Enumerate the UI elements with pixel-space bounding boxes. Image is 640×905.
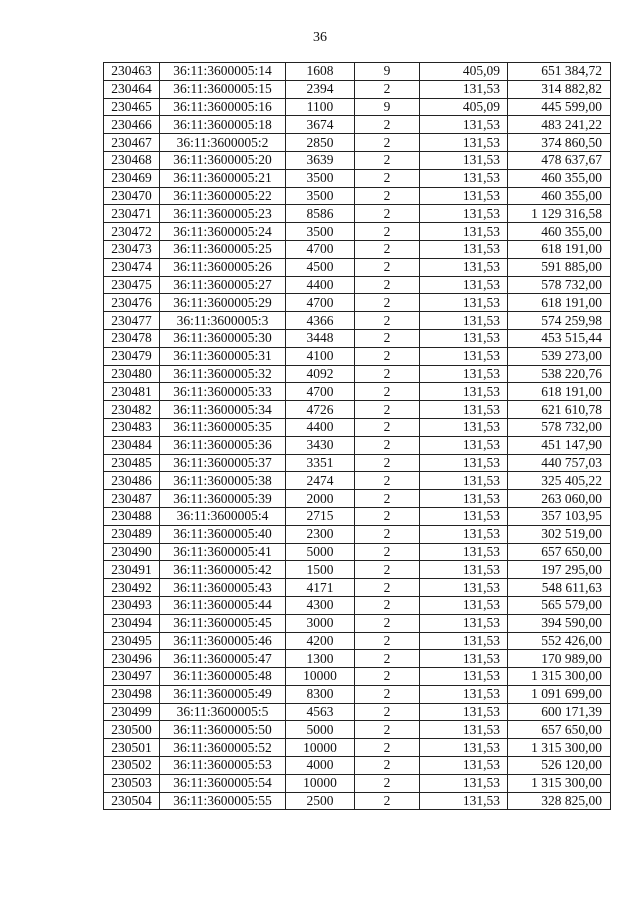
record-number-cell: 230473 bbox=[104, 240, 160, 258]
cadastral-number-cell: 36:11:3600005:55 bbox=[160, 792, 286, 810]
cadastral-number-cell: 36:11:3600005:24 bbox=[160, 223, 286, 241]
area-cell: 4100 bbox=[286, 347, 355, 365]
area-cell: 2300 bbox=[286, 525, 355, 543]
category-cell: 2 bbox=[355, 312, 420, 330]
record-number-cell: 230504 bbox=[104, 792, 160, 810]
land-parcel-table-container bbox=[103, 62, 611, 810]
record-number-cell: 230501 bbox=[104, 739, 160, 757]
area-cell: 5000 bbox=[286, 543, 355, 561]
table-row bbox=[104, 472, 611, 490]
rate-cell: 131,53 bbox=[420, 80, 508, 98]
table-row bbox=[104, 187, 611, 205]
value-cell: 328 825,00 bbox=[508, 792, 611, 810]
cadastral-number-cell: 36:11:3600005:4 bbox=[160, 507, 286, 525]
value-cell: 600 171,39 bbox=[508, 703, 611, 721]
table-row bbox=[104, 614, 611, 632]
value-cell: 591 885,00 bbox=[508, 258, 611, 276]
area-cell: 4400 bbox=[286, 276, 355, 294]
category-cell: 2 bbox=[355, 365, 420, 383]
record-number-cell: 230488 bbox=[104, 507, 160, 525]
rate-cell: 131,53 bbox=[420, 650, 508, 668]
table-row bbox=[104, 579, 611, 597]
table-row bbox=[104, 383, 611, 401]
table-row bbox=[104, 650, 611, 668]
category-cell: 2 bbox=[355, 294, 420, 312]
value-cell: 451 147,90 bbox=[508, 436, 611, 454]
record-number-cell: 230464 bbox=[104, 80, 160, 98]
rate-cell: 131,53 bbox=[420, 205, 508, 223]
area-cell: 4700 bbox=[286, 383, 355, 401]
area-cell: 3430 bbox=[286, 436, 355, 454]
rate-cell: 131,53 bbox=[420, 383, 508, 401]
table-row bbox=[104, 151, 611, 169]
rate-cell: 131,53 bbox=[420, 579, 508, 597]
cadastral-number-cell: 36:11:3600005:44 bbox=[160, 596, 286, 614]
rate-cell: 131,53 bbox=[420, 490, 508, 508]
cadastral-number-cell: 36:11:3600005:2 bbox=[160, 134, 286, 152]
value-cell: 618 191,00 bbox=[508, 294, 611, 312]
rate-cell: 131,53 bbox=[420, 543, 508, 561]
area-cell: 2850 bbox=[286, 134, 355, 152]
area-cell: 3674 bbox=[286, 116, 355, 134]
rate-cell: 131,53 bbox=[420, 739, 508, 757]
value-cell: 478 637,67 bbox=[508, 151, 611, 169]
record-number-cell: 230503 bbox=[104, 774, 160, 792]
record-number-cell: 230478 bbox=[104, 329, 160, 347]
table-row bbox=[104, 401, 611, 419]
record-number-cell: 230502 bbox=[104, 757, 160, 775]
value-cell: 1 091 699,00 bbox=[508, 685, 611, 703]
record-number-cell: 230490 bbox=[104, 543, 160, 561]
cadastral-number-cell: 36:11:3600005:35 bbox=[160, 418, 286, 436]
category-cell: 2 bbox=[355, 596, 420, 614]
area-cell: 1100 bbox=[286, 98, 355, 116]
category-cell: 2 bbox=[355, 258, 420, 276]
category-cell: 2 bbox=[355, 436, 420, 454]
cadastral-number-cell: 36:11:3600005:14 bbox=[160, 63, 286, 81]
table-body bbox=[104, 63, 611, 810]
category-cell: 2 bbox=[355, 543, 420, 561]
cadastral-number-cell: 36:11:3600005:39 bbox=[160, 490, 286, 508]
table-row bbox=[104, 134, 611, 152]
category-cell: 2 bbox=[355, 757, 420, 775]
category-cell: 2 bbox=[355, 134, 420, 152]
record-number-cell: 230487 bbox=[104, 490, 160, 508]
rate-cell: 131,53 bbox=[420, 525, 508, 543]
table-row bbox=[104, 63, 611, 81]
record-number-cell: 230481 bbox=[104, 383, 160, 401]
rate-cell: 131,53 bbox=[420, 258, 508, 276]
cadastral-number-cell: 36:11:3600005:15 bbox=[160, 80, 286, 98]
value-cell: 618 191,00 bbox=[508, 383, 611, 401]
area-cell: 10000 bbox=[286, 739, 355, 757]
category-cell: 2 bbox=[355, 80, 420, 98]
rate-cell: 131,53 bbox=[420, 276, 508, 294]
table-row bbox=[104, 80, 611, 98]
rate-cell: 131,53 bbox=[420, 223, 508, 241]
area-cell: 2715 bbox=[286, 507, 355, 525]
value-cell: 453 515,44 bbox=[508, 329, 611, 347]
cadastral-number-cell: 36:11:3600005:42 bbox=[160, 561, 286, 579]
rate-cell: 131,53 bbox=[420, 401, 508, 419]
record-number-cell: 230463 bbox=[104, 63, 160, 81]
record-number-cell: 230474 bbox=[104, 258, 160, 276]
area-cell: 3351 bbox=[286, 454, 355, 472]
category-cell: 2 bbox=[355, 401, 420, 419]
category-cell: 2 bbox=[355, 774, 420, 792]
cadastral-number-cell: 36:11:3600005:3 bbox=[160, 312, 286, 330]
value-cell: 460 355,00 bbox=[508, 169, 611, 187]
cadastral-number-cell: 36:11:3600005:43 bbox=[160, 579, 286, 597]
table-row bbox=[104, 490, 611, 508]
table-row bbox=[104, 365, 611, 383]
value-cell: 618 191,00 bbox=[508, 240, 611, 258]
cadastral-number-cell: 36:11:3600005:38 bbox=[160, 472, 286, 490]
area-cell: 3000 bbox=[286, 614, 355, 632]
cadastral-number-cell: 36:11:3600005:20 bbox=[160, 151, 286, 169]
category-cell: 2 bbox=[355, 739, 420, 757]
area-cell: 8300 bbox=[286, 685, 355, 703]
land-parcel-table bbox=[103, 62, 611, 810]
value-cell: 574 259,98 bbox=[508, 312, 611, 330]
category-cell: 2 bbox=[355, 223, 420, 241]
category-cell: 2 bbox=[355, 490, 420, 508]
table-row bbox=[104, 632, 611, 650]
table-row bbox=[104, 543, 611, 561]
record-number-cell: 230483 bbox=[104, 418, 160, 436]
area-cell: 5000 bbox=[286, 721, 355, 739]
rate-cell: 405,09 bbox=[420, 98, 508, 116]
category-cell: 2 bbox=[355, 614, 420, 632]
record-number-cell: 230470 bbox=[104, 187, 160, 205]
table-row bbox=[104, 329, 611, 347]
area-cell: 2500 bbox=[286, 792, 355, 810]
cadastral-number-cell: 36:11:3600005:27 bbox=[160, 276, 286, 294]
value-cell: 565 579,00 bbox=[508, 596, 611, 614]
cadastral-number-cell: 36:11:3600005:46 bbox=[160, 632, 286, 650]
record-number-cell: 230475 bbox=[104, 276, 160, 294]
area-cell: 3500 bbox=[286, 187, 355, 205]
category-cell: 2 bbox=[355, 383, 420, 401]
record-number-cell: 230480 bbox=[104, 365, 160, 383]
record-number-cell: 230491 bbox=[104, 561, 160, 579]
value-cell: 578 732,00 bbox=[508, 276, 611, 294]
page-number: 36 bbox=[313, 30, 327, 45]
table-row bbox=[104, 721, 611, 739]
area-cell: 3500 bbox=[286, 169, 355, 187]
area-cell: 10000 bbox=[286, 774, 355, 792]
record-number-cell: 230468 bbox=[104, 151, 160, 169]
category-cell: 2 bbox=[355, 792, 420, 810]
record-number-cell: 230471 bbox=[104, 205, 160, 223]
rate-cell: 131,53 bbox=[420, 151, 508, 169]
category-cell: 2 bbox=[355, 507, 420, 525]
value-cell: 539 273,00 bbox=[508, 347, 611, 365]
record-number-cell: 230469 bbox=[104, 169, 160, 187]
value-cell: 483 241,22 bbox=[508, 116, 611, 134]
category-cell: 2 bbox=[355, 347, 420, 365]
category-cell: 2 bbox=[355, 525, 420, 543]
table-row bbox=[104, 525, 611, 543]
area-cell: 1300 bbox=[286, 650, 355, 668]
record-number-cell: 230489 bbox=[104, 525, 160, 543]
value-cell: 197 295,00 bbox=[508, 561, 611, 579]
record-number-cell: 230465 bbox=[104, 98, 160, 116]
table-row bbox=[104, 116, 611, 134]
table-row bbox=[104, 703, 611, 721]
cadastral-number-cell: 36:11:3600005:49 bbox=[160, 685, 286, 703]
category-cell: 2 bbox=[355, 721, 420, 739]
table-row bbox=[104, 792, 611, 810]
record-number-cell: 230467 bbox=[104, 134, 160, 152]
rate-cell: 131,53 bbox=[420, 312, 508, 330]
cadastral-number-cell: 36:11:3600005:23 bbox=[160, 205, 286, 223]
category-cell: 2 bbox=[355, 116, 420, 134]
value-cell: 325 405,22 bbox=[508, 472, 611, 490]
area-cell: 4200 bbox=[286, 632, 355, 650]
table-row bbox=[104, 223, 611, 241]
rate-cell: 131,53 bbox=[420, 792, 508, 810]
rate-cell: 131,53 bbox=[420, 774, 508, 792]
table-row bbox=[104, 169, 611, 187]
table-row bbox=[104, 436, 611, 454]
cadastral-number-cell: 36:11:3600005:5 bbox=[160, 703, 286, 721]
area-cell: 4726 bbox=[286, 401, 355, 419]
value-cell: 578 732,00 bbox=[508, 418, 611, 436]
rate-cell: 131,53 bbox=[420, 329, 508, 347]
record-number-cell: 230499 bbox=[104, 703, 160, 721]
table-row bbox=[104, 596, 611, 614]
cadastral-number-cell: 36:11:3600005:53 bbox=[160, 757, 286, 775]
value-cell: 460 355,00 bbox=[508, 187, 611, 205]
record-number-cell: 230494 bbox=[104, 614, 160, 632]
table-row bbox=[104, 294, 611, 312]
cadastral-number-cell: 36:11:3600005:41 bbox=[160, 543, 286, 561]
area-cell: 4563 bbox=[286, 703, 355, 721]
table-row bbox=[104, 774, 611, 792]
record-number-cell: 230500 bbox=[104, 721, 160, 739]
area-cell: 4500 bbox=[286, 258, 355, 276]
table-row bbox=[104, 312, 611, 330]
cadastral-number-cell: 36:11:3600005:33 bbox=[160, 383, 286, 401]
value-cell: 657 650,00 bbox=[508, 721, 611, 739]
value-cell: 440 757,03 bbox=[508, 454, 611, 472]
area-cell: 2474 bbox=[286, 472, 355, 490]
rate-cell: 405,09 bbox=[420, 63, 508, 81]
rate-cell: 131,53 bbox=[420, 240, 508, 258]
record-number-cell: 230498 bbox=[104, 685, 160, 703]
rate-cell: 131,53 bbox=[420, 365, 508, 383]
cadastral-number-cell: 36:11:3600005:45 bbox=[160, 614, 286, 632]
rate-cell: 131,53 bbox=[420, 187, 508, 205]
cadastral-number-cell: 36:11:3600005:34 bbox=[160, 401, 286, 419]
area-cell: 4000 bbox=[286, 757, 355, 775]
record-number-cell: 230479 bbox=[104, 347, 160, 365]
value-cell: 538 220,76 bbox=[508, 365, 611, 383]
value-cell: 394 590,00 bbox=[508, 614, 611, 632]
record-number-cell: 230484 bbox=[104, 436, 160, 454]
area-cell: 4092 bbox=[286, 365, 355, 383]
record-number-cell: 230496 bbox=[104, 650, 160, 668]
rate-cell: 131,53 bbox=[420, 418, 508, 436]
category-cell: 2 bbox=[355, 329, 420, 347]
cadastral-number-cell: 36:11:3600005:36 bbox=[160, 436, 286, 454]
rate-cell: 131,53 bbox=[420, 632, 508, 650]
value-cell: 170 989,00 bbox=[508, 650, 611, 668]
record-number-cell: 230497 bbox=[104, 668, 160, 686]
value-cell: 526 120,00 bbox=[508, 757, 611, 775]
area-cell: 8586 bbox=[286, 205, 355, 223]
record-number-cell: 230477 bbox=[104, 312, 160, 330]
record-number-cell: 230486 bbox=[104, 472, 160, 490]
value-cell: 374 860,50 bbox=[508, 134, 611, 152]
category-cell: 2 bbox=[355, 472, 420, 490]
category-cell: 9 bbox=[355, 63, 420, 81]
rate-cell: 131,53 bbox=[420, 685, 508, 703]
cadastral-number-cell: 36:11:3600005:37 bbox=[160, 454, 286, 472]
area-cell: 4700 bbox=[286, 240, 355, 258]
table-row bbox=[104, 258, 611, 276]
table-row bbox=[104, 454, 611, 472]
rate-cell: 131,53 bbox=[420, 134, 508, 152]
category-cell: 2 bbox=[355, 187, 420, 205]
record-number-cell: 230492 bbox=[104, 579, 160, 597]
value-cell: 651 384,72 bbox=[508, 63, 611, 81]
cadastral-number-cell: 36:11:3600005:30 bbox=[160, 329, 286, 347]
record-number-cell: 230466 bbox=[104, 116, 160, 134]
value-cell: 548 611,63 bbox=[508, 579, 611, 597]
value-cell: 657 650,00 bbox=[508, 543, 611, 561]
record-number-cell: 230495 bbox=[104, 632, 160, 650]
category-cell: 2 bbox=[355, 632, 420, 650]
rate-cell: 131,53 bbox=[420, 116, 508, 134]
category-cell: 2 bbox=[355, 240, 420, 258]
table-row bbox=[104, 757, 611, 775]
category-cell: 2 bbox=[355, 650, 420, 668]
rate-cell: 131,53 bbox=[420, 596, 508, 614]
cadastral-number-cell: 36:11:3600005:47 bbox=[160, 650, 286, 668]
cadastral-number-cell: 36:11:3600005:54 bbox=[160, 774, 286, 792]
record-number-cell: 230476 bbox=[104, 294, 160, 312]
value-cell: 460 355,00 bbox=[508, 223, 611, 241]
category-cell: 2 bbox=[355, 703, 420, 721]
category-cell: 2 bbox=[355, 579, 420, 597]
rate-cell: 131,53 bbox=[420, 507, 508, 525]
record-number-cell: 230493 bbox=[104, 596, 160, 614]
value-cell: 445 599,00 bbox=[508, 98, 611, 116]
area-cell: 1608 bbox=[286, 63, 355, 81]
category-cell: 2 bbox=[355, 151, 420, 169]
cadastral-number-cell: 36:11:3600005:29 bbox=[160, 294, 286, 312]
cadastral-number-cell: 36:11:3600005:50 bbox=[160, 721, 286, 739]
cadastral-number-cell: 36:11:3600005:40 bbox=[160, 525, 286, 543]
category-cell: 2 bbox=[355, 454, 420, 472]
rate-cell: 131,53 bbox=[420, 454, 508, 472]
rate-cell: 131,53 bbox=[420, 169, 508, 187]
category-cell: 2 bbox=[355, 169, 420, 187]
table-row bbox=[104, 98, 611, 116]
cadastral-number-cell: 36:11:3600005:48 bbox=[160, 668, 286, 686]
table-row bbox=[104, 507, 611, 525]
cadastral-number-cell: 36:11:3600005:21 bbox=[160, 169, 286, 187]
area-cell: 2000 bbox=[286, 490, 355, 508]
record-number-cell: 230485 bbox=[104, 454, 160, 472]
category-cell: 9 bbox=[355, 98, 420, 116]
area-cell: 3639 bbox=[286, 151, 355, 169]
cadastral-number-cell: 36:11:3600005:31 bbox=[160, 347, 286, 365]
table-row bbox=[104, 347, 611, 365]
value-cell: 552 426,00 bbox=[508, 632, 611, 650]
rate-cell: 131,53 bbox=[420, 472, 508, 490]
table-row bbox=[104, 561, 611, 579]
value-cell: 302 519,00 bbox=[508, 525, 611, 543]
table-row bbox=[104, 418, 611, 436]
cadastral-number-cell: 36:11:3600005:52 bbox=[160, 739, 286, 757]
value-cell: 263 060,00 bbox=[508, 490, 611, 508]
rate-cell: 131,53 bbox=[420, 614, 508, 632]
area-cell: 4300 bbox=[286, 596, 355, 614]
table-row bbox=[104, 240, 611, 258]
rate-cell: 131,53 bbox=[420, 561, 508, 579]
value-cell: 621 610,78 bbox=[508, 401, 611, 419]
area-cell: 4366 bbox=[286, 312, 355, 330]
area-cell: 2394 bbox=[286, 80, 355, 98]
area-cell: 10000 bbox=[286, 668, 355, 686]
cadastral-number-cell: 36:11:3600005:32 bbox=[160, 365, 286, 383]
value-cell: 314 882,82 bbox=[508, 80, 611, 98]
cadastral-number-cell: 36:11:3600005:22 bbox=[160, 187, 286, 205]
rate-cell: 131,53 bbox=[420, 668, 508, 686]
table-row bbox=[104, 739, 611, 757]
category-cell: 2 bbox=[355, 205, 420, 223]
rate-cell: 131,53 bbox=[420, 436, 508, 454]
category-cell: 2 bbox=[355, 418, 420, 436]
value-cell: 1 315 300,00 bbox=[508, 668, 611, 686]
value-cell: 1 315 300,00 bbox=[508, 774, 611, 792]
rate-cell: 131,53 bbox=[420, 703, 508, 721]
value-cell: 1 315 300,00 bbox=[508, 739, 611, 757]
cadastral-number-cell: 36:11:3600005:26 bbox=[160, 258, 286, 276]
area-cell: 4400 bbox=[286, 418, 355, 436]
cadastral-number-cell: 36:11:3600005:18 bbox=[160, 116, 286, 134]
table-row bbox=[104, 205, 611, 223]
table-row bbox=[104, 276, 611, 294]
record-number-cell: 230472 bbox=[104, 223, 160, 241]
rate-cell: 131,53 bbox=[420, 294, 508, 312]
category-cell: 2 bbox=[355, 276, 420, 294]
cadastral-number-cell: 36:11:3600005:25 bbox=[160, 240, 286, 258]
category-cell: 2 bbox=[355, 561, 420, 579]
table-row bbox=[104, 685, 611, 703]
area-cell: 3448 bbox=[286, 329, 355, 347]
table-row bbox=[104, 668, 611, 686]
area-cell: 3500 bbox=[286, 223, 355, 241]
area-cell: 1500 bbox=[286, 561, 355, 579]
rate-cell: 131,53 bbox=[420, 721, 508, 739]
area-cell: 4171 bbox=[286, 579, 355, 597]
category-cell: 2 bbox=[355, 685, 420, 703]
category-cell: 2 bbox=[355, 668, 420, 686]
rate-cell: 131,53 bbox=[420, 757, 508, 775]
value-cell: 357 103,95 bbox=[508, 507, 611, 525]
value-cell: 1 129 316,58 bbox=[508, 205, 611, 223]
area-cell: 4700 bbox=[286, 294, 355, 312]
rate-cell: 131,53 bbox=[420, 347, 508, 365]
record-number-cell: 230482 bbox=[104, 401, 160, 419]
cadastral-number-cell: 36:11:3600005:16 bbox=[160, 98, 286, 116]
